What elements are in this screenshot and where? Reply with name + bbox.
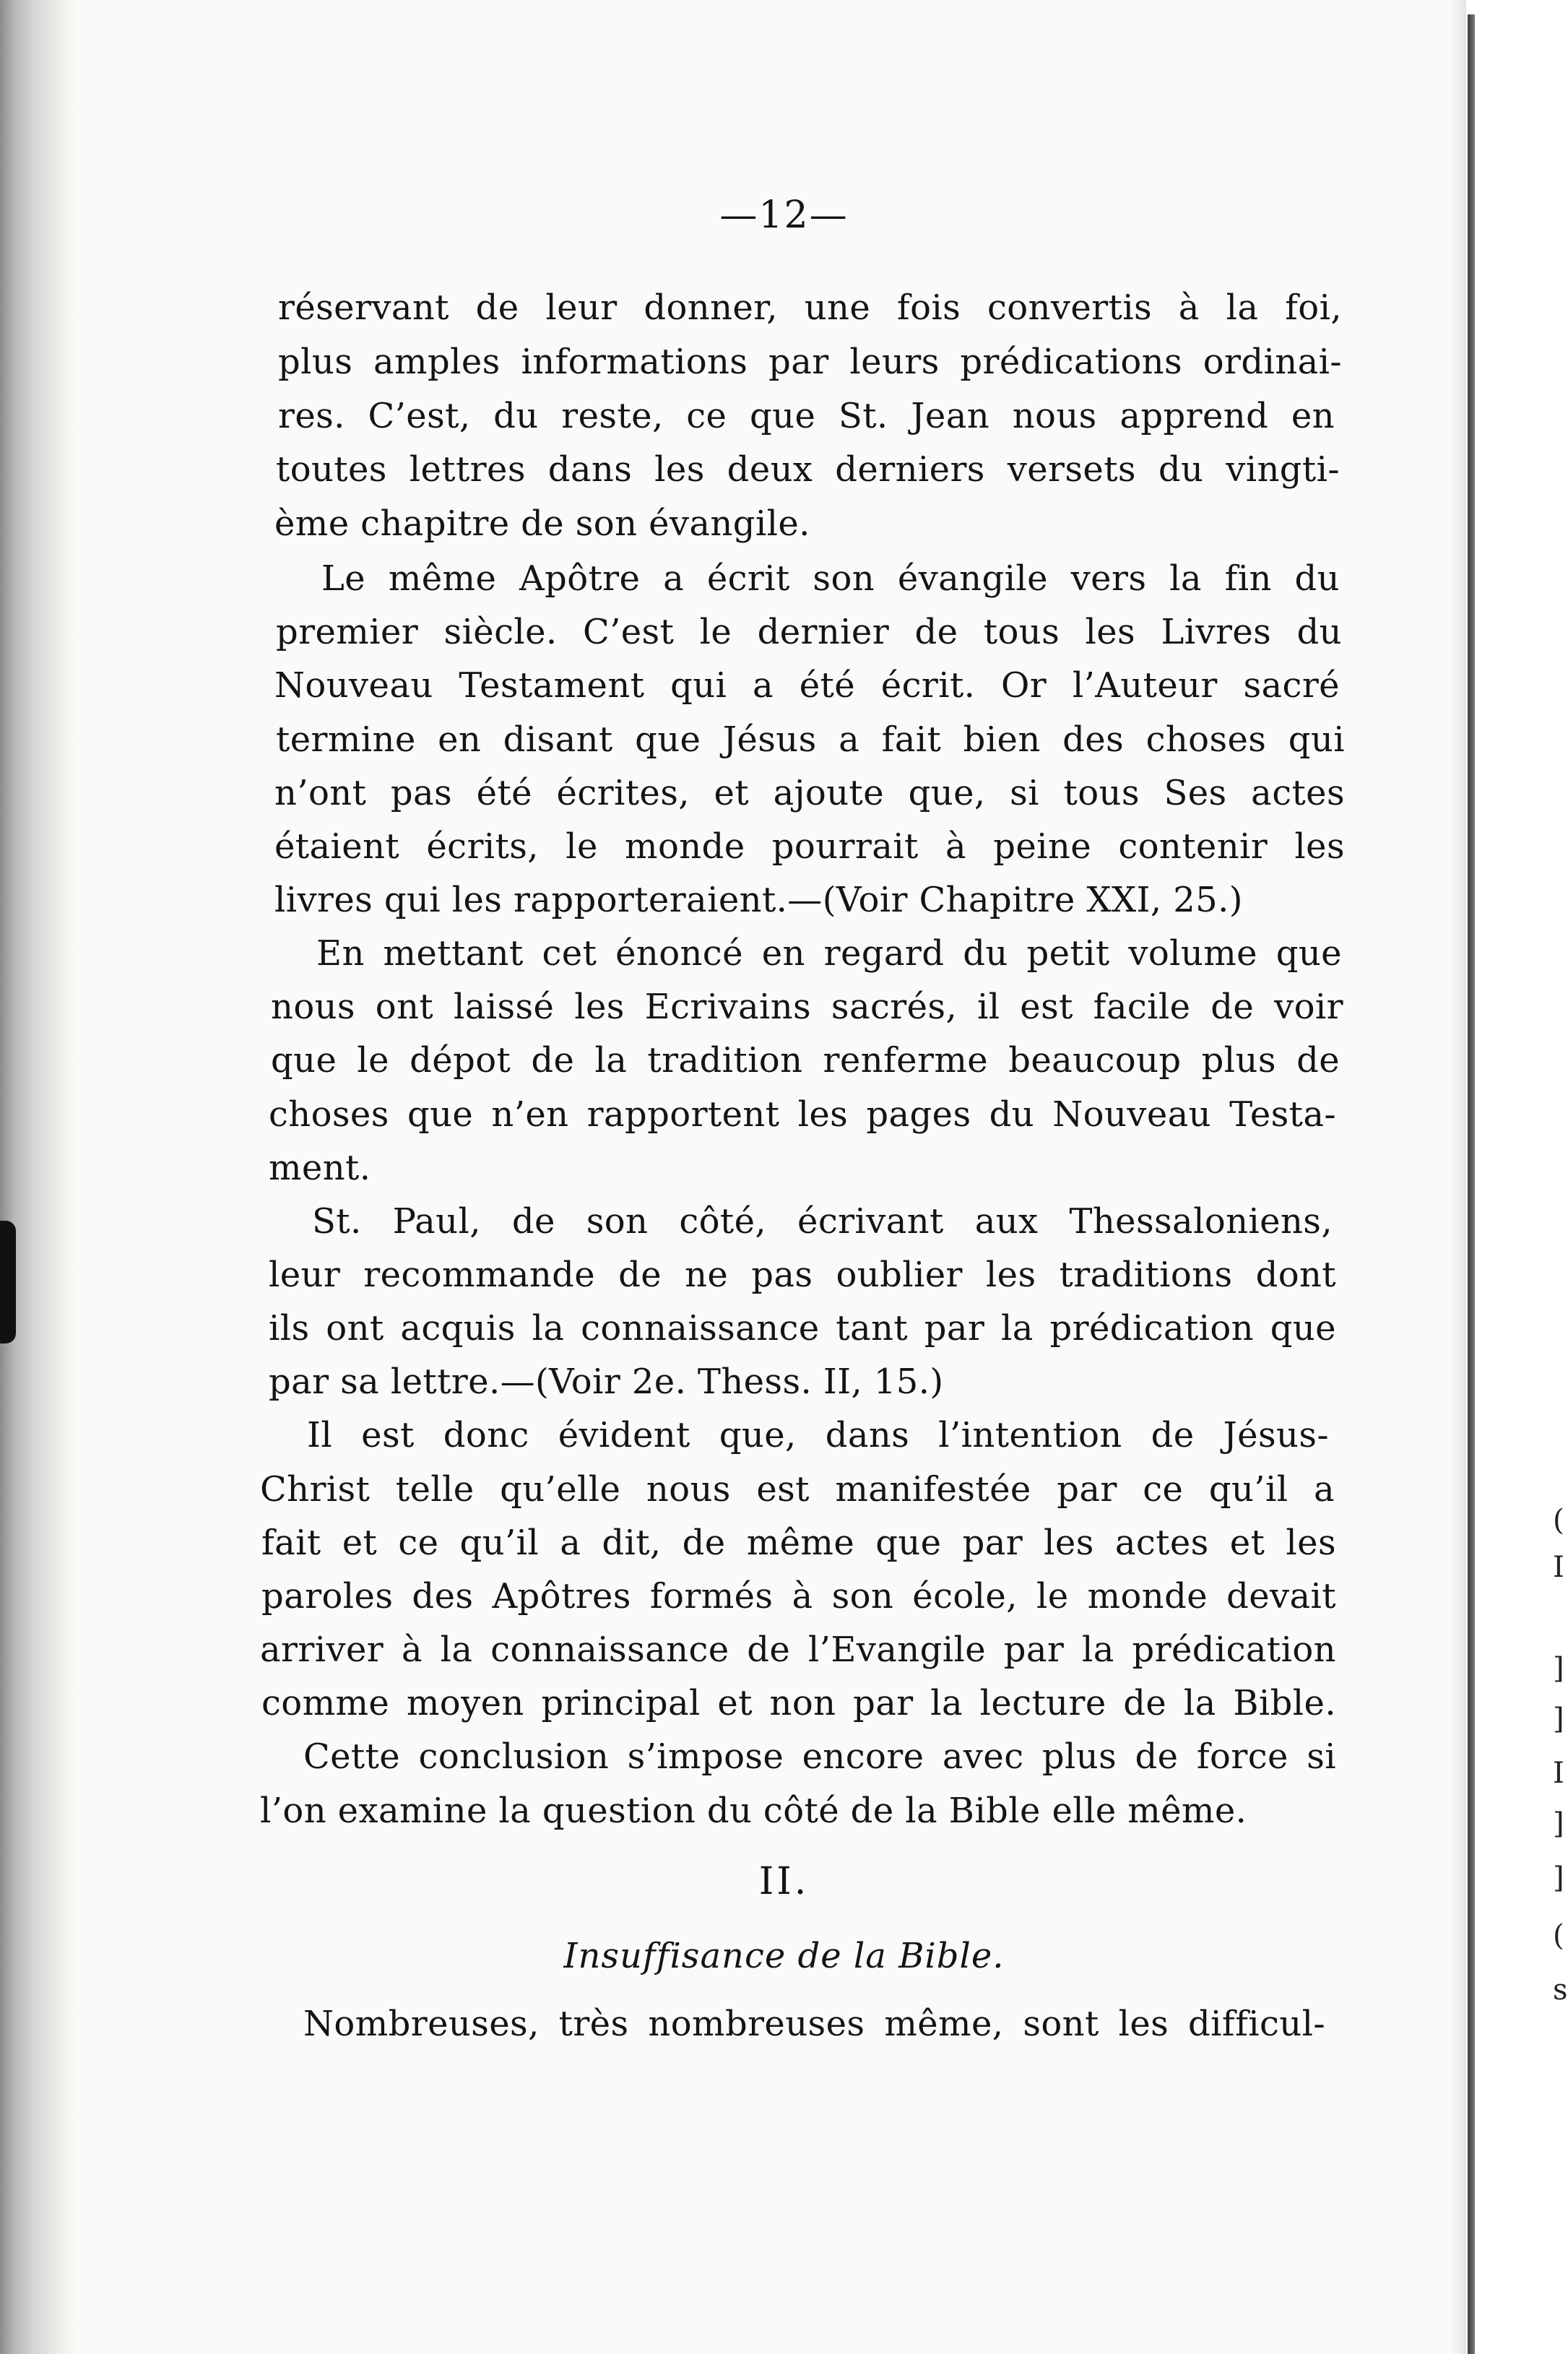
text-line: par sa lettre.—(Voir 2e. Thess. II, 15.) [269, 1362, 944, 1402]
bleed-glyph: I [1553, 1551, 1564, 1584]
text-line: toutes lettres dans les deux derniers versets du vingti- [276, 449, 1340, 490]
bleed-glyph: ( [1553, 1504, 1564, 1537]
section-title: Insuffisance de la Bible. [563, 1936, 1005, 1976]
text-line: Le même Apôtre a écrit son évangile vers la fin du [321, 558, 1340, 599]
bleed-glyph: ] [1553, 1807, 1564, 1840]
text-line: réservant de leur donner, une fois convertis à la foi, [278, 287, 1342, 328]
text-line: n’ont pas été écrites, et ajoute que, si tous Ses actes [274, 773, 1345, 813]
text-line: nous ont laissé les Ecrivains sacrés, il est facile de voir [271, 987, 1343, 1027]
text-line: Christ telle qu’elle nous est manifestée par ce qu’il a [260, 1469, 1335, 1510]
text-line: En mettant cet énoncé en regard du petit volume que [316, 933, 1342, 974]
text-line: choses que n’en rapportent les pages du Nouveau Testa- [269, 1094, 1336, 1135]
text-line: fait et ce qu’il a dit, de même que par les actes et les [261, 1523, 1336, 1563]
text-line: termine en disant que Jésus a fait bien des choses qui [276, 719, 1345, 760]
text-line: Il est donc évident que, dans l’intention de Jésus- [307, 1415, 1329, 1455]
text-line: St. Paul, de son côté, écrivant aux Thessaloniens, [312, 1201, 1333, 1242]
text-line: ment. [269, 1148, 371, 1188]
bleed-glyph: ] [1553, 1702, 1564, 1736]
bleed-glyph: s [1553, 1973, 1568, 2007]
bleed-glyph: ] [1553, 1652, 1564, 1685]
text-line: premier siècle. C’est le dernier de tous les Livres du [276, 612, 1342, 652]
text-line: res. C’est, du reste, ce que St. Jean nous apprend en [278, 396, 1335, 436]
text-line: arriver à la connaissance de l’Evangile par la prédication [260, 1630, 1336, 1670]
section-number: II. [758, 1860, 810, 1903]
text-line: Nombreuses, très nombreuses même, sont les difficul- [303, 2004, 1325, 2044]
bleed-glyph: ] [1553, 1861, 1564, 1895]
text-line: étaient écrits, le monde pourrait à peine contenir les [274, 826, 1345, 867]
text-line: plus amples informations par leurs prédications ordinai- [278, 342, 1342, 382]
text-line: Cette conclusion s’impose encore avec plus de force si [303, 1736, 1336, 1777]
text-line: leur recommande de ne pas oublier les traditions dont [269, 1255, 1336, 1295]
text-line: Nouveau Testament qui a été écrit. Or l’Auteur sacré [274, 665, 1340, 706]
text-line: comme moyen principal et non par la lecture de la Bible. [261, 1683, 1336, 1723]
text-line: ème chapitre de son évangile. [274, 503, 810, 544]
page-number: —12— [719, 194, 849, 237]
bleed-glyph: I [1553, 1757, 1564, 1790]
text-line: paroles des Apôtres formés à son école, le monde devait [261, 1576, 1336, 1617]
text-line: l’on examine la question du côté de la Bible elle même. [260, 1791, 1247, 1831]
text-line: que le dépot de la tradition renferme beaucoup plus de [271, 1040, 1340, 1081]
text-line: ils ont acquis la connaissance tant par la prédication que [269, 1308, 1336, 1349]
text-line: livres qui les rapporteraient.—(Voir Chapitre XXI, 25.) [274, 880, 1243, 920]
bleed-glyph: ( [1553, 1919, 1564, 1952]
